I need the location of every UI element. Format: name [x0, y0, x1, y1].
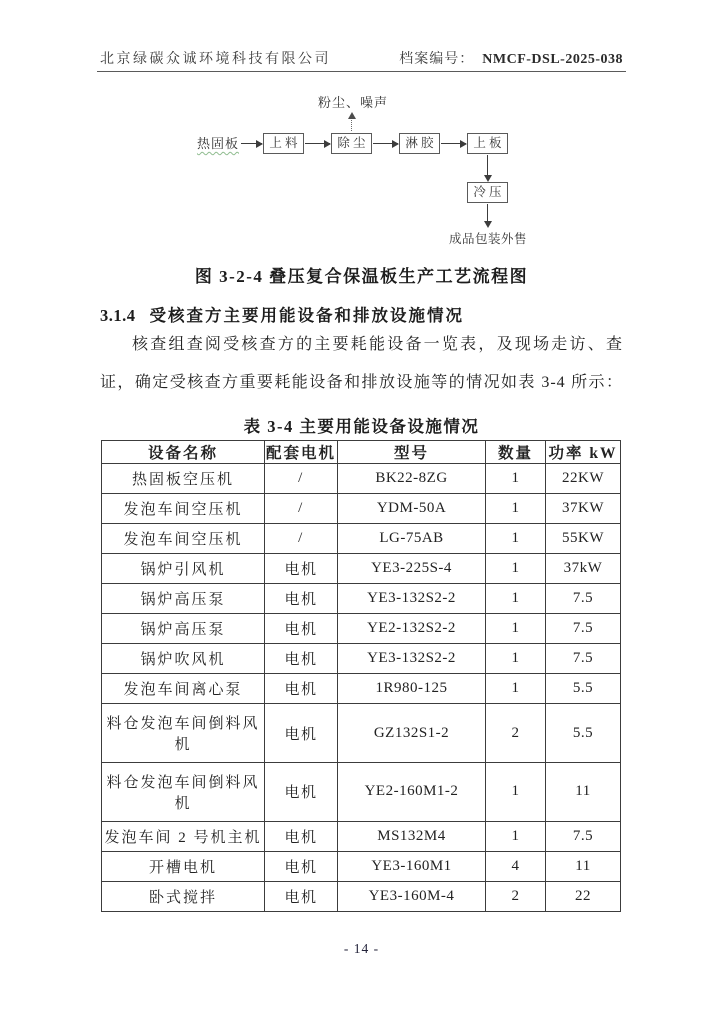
cell-model: BK22-8ZG	[338, 464, 486, 494]
cell-power: 11	[546, 851, 621, 881]
table-caption: 表 3-4 主要用能设备设施情况	[243, 417, 480, 436]
cell-quantity: 1	[486, 614, 546, 644]
flow-step-box-boarding: 上 板	[467, 133, 508, 154]
cell-quantity: 2	[486, 704, 546, 763]
output-label: 成品包装外售	[448, 232, 527, 246]
cell-quantity: 1	[486, 763, 546, 822]
cell-model: YE3-225S-4	[338, 554, 486, 584]
figure-caption: 图 3-2-4 叠压复合保温板生产工艺流程图	[194, 267, 529, 286]
cell-power: 7.5	[546, 644, 621, 674]
archive-number: NMCF-DSL-2025-038	[482, 52, 623, 67]
table-row	[102, 584, 621, 614]
emission-label: 粉尘、噪声	[317, 95, 388, 110]
cell-model: LG-75AB	[338, 524, 486, 554]
cell-motor: /	[265, 524, 338, 554]
cell-motor: 电机	[265, 584, 338, 614]
cell-power: 22	[546, 881, 621, 911]
cell-quantity: 1	[486, 674, 546, 704]
flow-arrow-right	[373, 143, 398, 144]
cell-equipment-name: 锅炉高压泵	[102, 614, 265, 644]
flow-arrow-down	[487, 155, 488, 180]
cell-quantity: 2	[486, 881, 546, 911]
cell-motor: 电机	[265, 614, 338, 644]
table-row	[102, 494, 621, 524]
cell-power: 5.5	[546, 704, 621, 763]
col-header-model: 型号	[338, 441, 486, 464]
table-row	[102, 614, 621, 644]
table-row	[102, 821, 621, 851]
cell-motor: /	[265, 494, 338, 524]
cell-power: 37kW	[546, 554, 621, 584]
cell-power: 7.5	[546, 821, 621, 851]
cell-motor: 电机	[265, 554, 338, 584]
cell-motor: 电机	[265, 851, 338, 881]
header-divider	[97, 71, 626, 72]
header-archive	[399, 48, 623, 68]
page-header	[100, 48, 623, 68]
cell-power: 37KW	[546, 494, 621, 524]
cell-quantity: 1	[486, 821, 546, 851]
cell-equipment-name: 料仓发泡车间倒料风机	[102, 763, 265, 822]
cell-equipment-name: 发泡车间离心泵	[102, 674, 265, 704]
cell-power: 7.5	[546, 614, 621, 644]
cell-equipment-name: 锅炉引风机	[102, 554, 265, 584]
flow-arrow-right	[305, 143, 330, 144]
cell-model: YE3-160M-4	[338, 881, 486, 911]
cell-quantity: 1	[486, 464, 546, 494]
cell-equipment-name: 发泡车间空压机	[102, 494, 265, 524]
table-row	[102, 851, 621, 881]
equipment-table-body	[102, 464, 621, 912]
flow-arrow-down	[487, 204, 488, 226]
col-header-motor: 配套电机	[265, 441, 338, 464]
cell-equipment-name: 发泡车间 2 号机主机	[102, 821, 265, 851]
equipment-table	[101, 440, 621, 912]
archive-label: 档案编号：	[399, 52, 475, 67]
flow-arrow-right	[241, 143, 262, 144]
cell-model: YE2-132S2-2	[338, 614, 486, 644]
cell-equipment-name: 热固板空压机	[102, 464, 265, 494]
flow-step-box-cold-press: 冷 压	[467, 182, 508, 203]
cell-equipment-name: 发泡车间空压机	[102, 524, 265, 554]
cell-motor: 电机	[265, 881, 338, 911]
cell-power: 11	[546, 763, 621, 822]
header-company-name: 北京绿碳众诚环境科技有限公司	[100, 52, 331, 67]
cell-equipment-name: 锅炉高压泵	[102, 584, 265, 614]
cell-quantity: 1	[486, 554, 546, 584]
section-heading	[100, 302, 623, 326]
cell-motor: 电机	[265, 704, 338, 763]
table-row	[102, 674, 621, 704]
cell-power: 22KW	[546, 464, 621, 494]
cell-power: 5.5	[546, 674, 621, 704]
dashed-up-arrow	[351, 114, 352, 131]
cell-motor: 电机	[265, 674, 338, 704]
cell-power: 55KW	[546, 524, 621, 554]
section-number: 3.1.4	[100, 306, 136, 325]
col-header-quantity: 数量	[486, 441, 546, 464]
cell-model: 1R980-125	[338, 674, 486, 704]
cell-model: YDM-50A	[338, 494, 486, 524]
cell-model: MS132M4	[338, 821, 486, 851]
table-row	[102, 464, 621, 494]
col-header-power: 功率 kW	[546, 441, 621, 464]
table-row	[102, 763, 621, 822]
cell-equipment-name: 锅炉吹风机	[102, 644, 265, 674]
cell-quantity: 1	[486, 644, 546, 674]
page-number: - 14 -	[343, 941, 380, 956]
cell-equipment-name: 开槽电机	[102, 851, 265, 881]
cell-quantity: 1	[486, 494, 546, 524]
cell-quantity: 4	[486, 851, 546, 881]
cell-motor: 电机	[265, 644, 338, 674]
flow-arrow-right	[441, 143, 466, 144]
cell-model: YE2-160M1-2	[338, 763, 486, 822]
cell-model: YE3-132S2-2	[338, 584, 486, 614]
process-flowchart	[0, 90, 723, 248]
cell-model: YE3-132S2-2	[338, 644, 486, 674]
flow-step-box-gluing: 淋 胶	[399, 133, 440, 154]
section-title: 受核查方主要用能设备和排放设施情况	[149, 306, 464, 325]
cell-equipment-name: 卧式搅拌	[102, 881, 265, 911]
table-row	[102, 704, 621, 763]
table-row	[102, 554, 621, 584]
flow-step-box-feeding: 上 料	[263, 133, 304, 154]
flow-step-box-dedusting: 除 尘	[331, 133, 372, 154]
cell-motor: 电机	[265, 821, 338, 851]
table-header-row	[102, 441, 621, 464]
paragraph-line: 核查组查阅受核查方的主要耗能设备一览表，及现场走访、查	[132, 336, 623, 353]
cell-model: YE3-160M1	[338, 851, 486, 881]
table-row	[102, 644, 621, 674]
paragraph-line: 证，确定受核查方重要耗能设备和排放设施等的情况如表 3-4 所示：	[100, 374, 623, 391]
cell-model: GZ132S1-2	[338, 704, 486, 763]
input-material-label: 热固板	[196, 136, 239, 151]
cell-motor: 电机	[265, 763, 338, 822]
cell-equipment-name: 料仓发泡车间倒料风机	[102, 704, 265, 763]
table-row	[102, 524, 621, 554]
cell-power: 7.5	[546, 584, 621, 614]
body-paragraph	[100, 326, 623, 402]
table-row	[102, 881, 621, 911]
cell-motor: /	[265, 464, 338, 494]
cell-quantity: 1	[486, 524, 546, 554]
cell-quantity: 1	[486, 584, 546, 614]
col-header-equipment-name: 设备名称	[102, 441, 265, 464]
